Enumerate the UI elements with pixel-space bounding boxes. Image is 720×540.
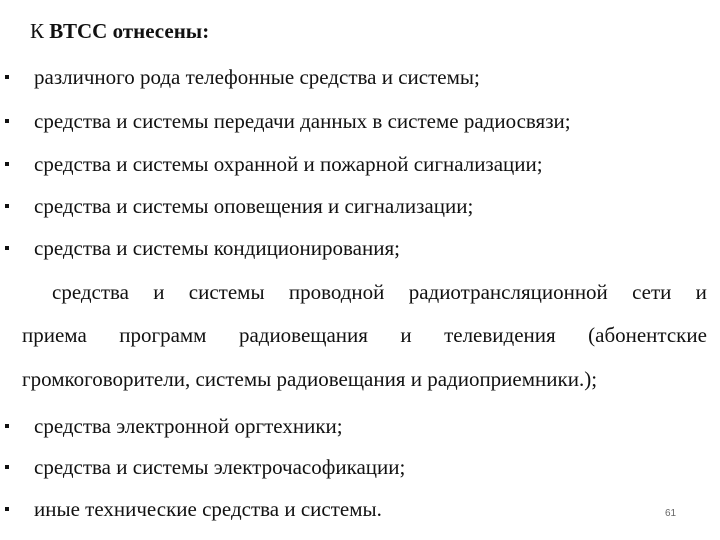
word: средства [52, 280, 130, 304]
list-item [0, 411, 720, 441]
bullet-icon [5, 119, 9, 123]
word: и [400, 323, 412, 347]
list-item [0, 452, 720, 482]
word: системы [188, 280, 265, 304]
list-item-text: средства и системы электрочасофикации; [34, 455, 406, 479]
page-number: 61 [665, 508, 677, 519]
bullet-icon [5, 465, 9, 469]
slide-heading [30, 18, 209, 44]
bullet-icon [5, 424, 9, 428]
list-item [0, 494, 720, 524]
list-item-text: средства и системы оповещения и сигнализации; [34, 194, 474, 218]
paragraph-line-2 [22, 322, 707, 348]
heading-bold: ВТСС отнесены: [49, 19, 210, 43]
bullet-icon [5, 507, 9, 511]
bullet-icon [5, 75, 9, 79]
word: телевидения [444, 323, 556, 347]
paragraph-line-3: громкоговорители, системы радиовещания и радиоприемники.); [22, 367, 598, 391]
list-item-text: средства электронной оргтехники; [34, 414, 343, 438]
list-item-text: иные технические средства и системы. [34, 497, 382, 521]
list-item [0, 233, 720, 263]
word: и [695, 280, 707, 304]
bullet-icon [5, 204, 9, 208]
word: сети [632, 280, 672, 304]
word: программ [119, 323, 207, 347]
list-item-text: средства и системы передачи данных в системе радиосвязи; [34, 109, 571, 133]
list-item-text: различного рода телефонные средства и системы; [34, 65, 480, 89]
list-item [0, 106, 720, 136]
word: радиотрансляционной [408, 280, 608, 304]
word: (абонентские [588, 323, 707, 347]
list-item [0, 191, 720, 221]
list-item [0, 62, 720, 92]
word: приема [22, 323, 87, 347]
list-item-text: средства и системы кондиционирования; [34, 236, 400, 260]
bullet-icon [5, 162, 9, 166]
heading-prefix: К [30, 19, 50, 43]
list-item-text: средства и системы охранной и пожарной сигнализации; [34, 152, 543, 176]
word: радиовещания [238, 323, 368, 347]
bullet-icon [5, 246, 9, 250]
word: проводной [288, 280, 385, 304]
word: и [153, 280, 165, 304]
paragraph-line-1 [52, 279, 707, 305]
list-item [0, 149, 720, 179]
